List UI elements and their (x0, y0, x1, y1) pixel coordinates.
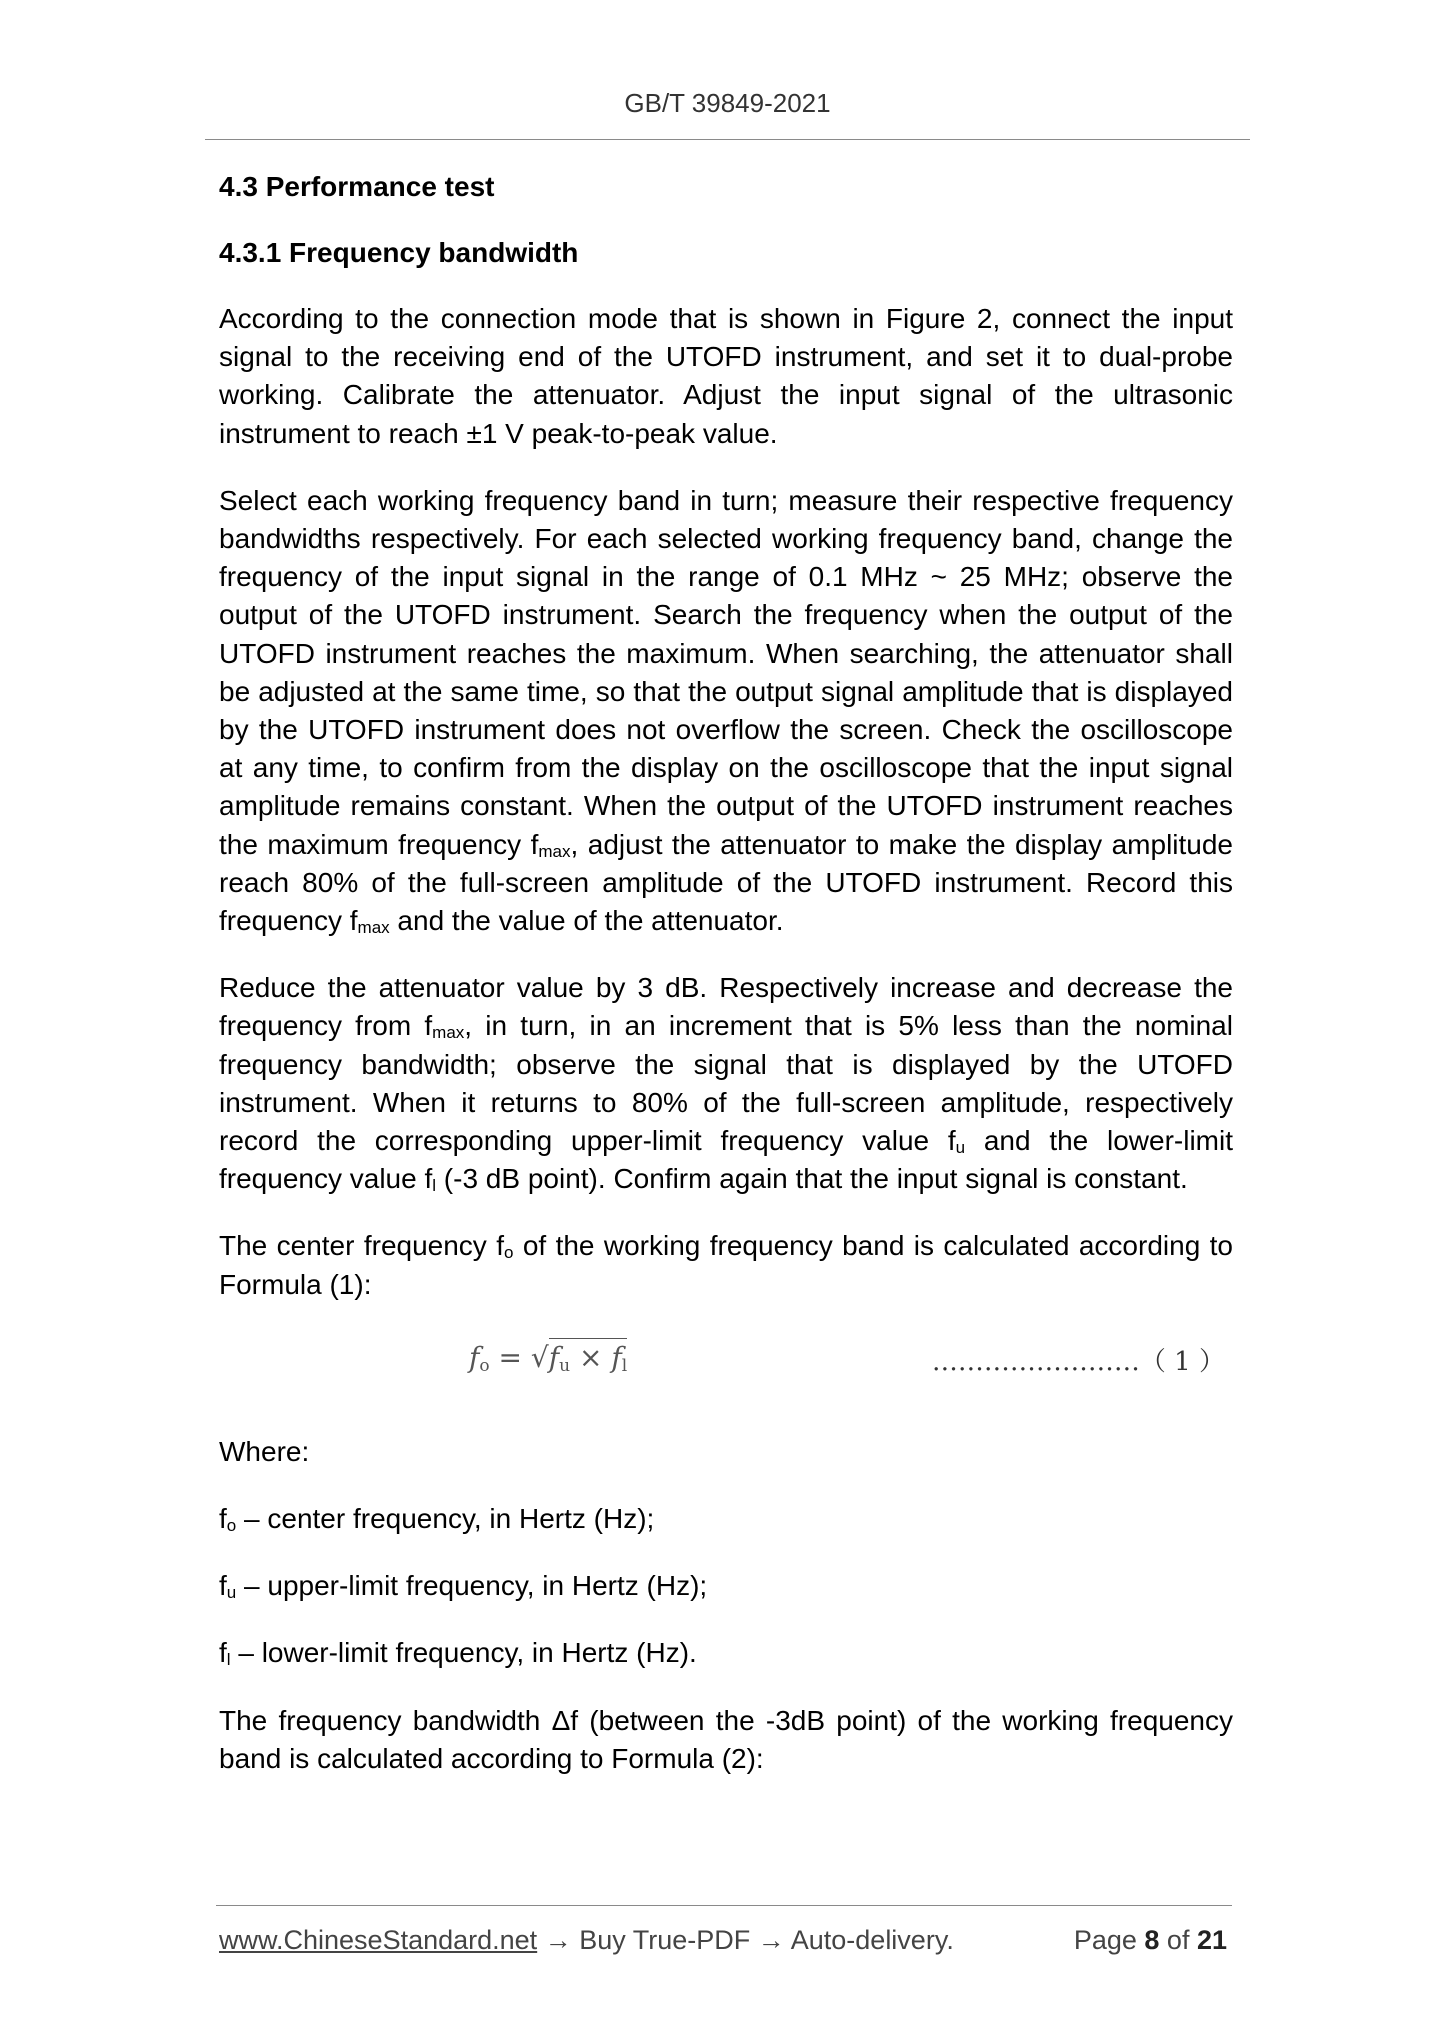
footer-promo: www.ChineseStandard.net → Buy True-PDF → Auto-delivery. (219, 1925, 954, 1955)
formula-expression: fo = √fu × fl (469, 1341, 627, 1376)
paragraph-center-frequency: The center frequency $f_o$ of the working frequency band is calculated according to Formula (1): (219, 1230, 1233, 1300)
section-heading: 4.3 Performance test (219, 171, 495, 202)
paragraph-attenuator: Reduce the attenuator value by 3 dB. Respectively increase and decrease the frequency from $f_{max}$, in turn, in an increment that is 5% less than the nominal frequency bandwidth; observe the signal that is displayed by the UTOFD instrument. When it returns to 80% of the full-screen amplitude, respectively record the corresponding upper-limit frequency value $f_u$ and the lower-limit frequency value $f_l$ (-3 dB point). Confirm again that the input signal is constant. (219, 972, 1234, 1196)
page-total: 21 (1196, 1925, 1227, 1955)
page-indicator: Page 8 of 21 (1073, 1925, 1227, 1955)
footer-divider (216, 1905, 1232, 1906)
paragraph-connection: According to the connection mode that is shown in Figure 2, connect the input signal to the receiving end of the UTOFD instrument, and set it to dual-probe working. Calibrate the attenuator. Adjust the input signal of the ultrasonic instrument to reach ±1 V peak-to-peak value. (219, 303, 1233, 449)
where-label: Where: (219, 1435, 310, 1467)
paragraph-bandwidth: The frequency bandwidth Δf (between the -3dB point) of the working frequency band is calculated according to Formula (2): (219, 1704, 1233, 1774)
subsection-heading: 4.3.1 Frequency bandwidth (219, 237, 579, 268)
website-link[interactable]: www.ChineseStandard.net (219, 1925, 538, 1955)
page-body (219, 168, 1233, 1807)
definition-fl: $f_l$ – lower-limit frequency, in Hertz (Hz). (219, 1637, 697, 1670)
header-divider (205, 139, 1250, 140)
formula-1 (219, 1333, 1233, 1403)
paragraph-procedure: Select each working frequency band in turn; measure their respective frequency bandwidths respectively. For each selected working frequency band, change the frequency of the input signal in the range of 0.1 MHz ~ 25 MHz; observe the output of the UTOFD instrument. Search the frequency when the output of the UTOFD instrument reaches the maximum. When searching, the attenuator shall be adjusted at the same time, so that the output signal amplitude that is displayed by the UTOFD instrument does not overflow the screen. Check the oscilloscope at any time, to confirm from the display on the oscilloscope that the input signal amplitude remains constant. When the output of the UTOFD instrument reaches the maximum frequency $f_{max}$, adjust the attenuator to make the display amplitude reach 80% of the full-screen amplitude of the UTOFD instrument. Record this frequency $f_{max}$ and the value of the attenuator. (219, 484, 1234, 938)
definition-fu: $f_u$ – upper-limit frequency, in Hertz (Hz); (219, 1570, 708, 1603)
standard-code: GB/T 39849-2021 (624, 88, 831, 118)
formula-number: ……………………（ 1 ） (931, 1346, 1225, 1377)
page-number: 8 (1144, 1925, 1160, 1955)
definition-fo: $f_o$ – center frequency, in Hertz (Hz); (219, 1503, 655, 1536)
